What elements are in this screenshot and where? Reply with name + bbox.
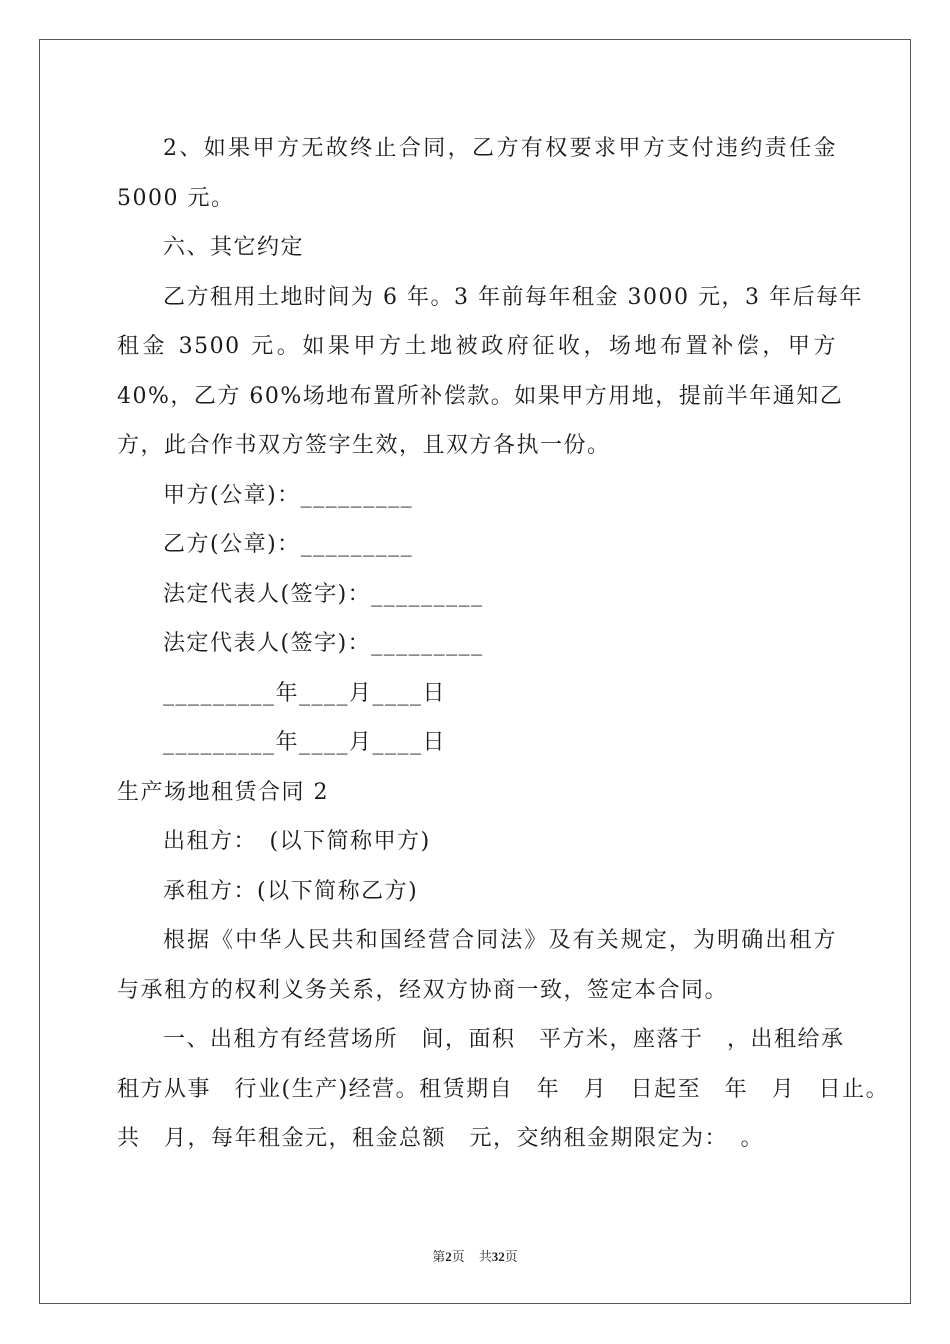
- section-heading: 六、其它约定: [163, 235, 305, 260]
- page-footer: [0, 1246, 950, 1265]
- paragraph-line: 租方从事 行业(生产)经营。租赁期自 年 月 日起至 年 月 日止。: [117, 1076, 890, 1102]
- paragraph-line: 方，此合作书双方签字生效，且双方各执一份。: [117, 433, 611, 458]
- signature-line-representative: 法定代表人(签字)：_________: [163, 631, 484, 656]
- date-line: _________年____月____日: [163, 680, 447, 706]
- total-unit: 页: [504, 1249, 518, 1264]
- page-number: 2: [445, 1249, 452, 1264]
- paragraph-line: 租金 3500 元。如果甲方土地被政府征收，场地布置补偿，甲方: [117, 334, 837, 359]
- paragraph-line: 5000 元。: [117, 185, 235, 211]
- lessor-line: 出租方： (以下简称甲方): [163, 829, 431, 854]
- date-line: _________年____月____日: [163, 730, 447, 755]
- paragraph-line: 根据《中华人民共和国经营合同法》及有关规定，为明确出租方: [163, 928, 837, 953]
- contract-title: 生产场地租赁合同 2: [117, 779, 329, 805]
- paragraph-line: 40%，乙方 60%场地布置所补偿款。如果甲方用地，提前半年通知乙: [117, 383, 844, 409]
- paragraph-line: 一、出租方有经营场所 间，面积 平方米，座落于 ，出租给承: [163, 1027, 845, 1052]
- page-prefix: 第: [432, 1249, 446, 1264]
- paragraph-line: 乙方租用土地时间为 6 年。3 年前每年租金 3000 元，3 年后每年: [163, 284, 863, 310]
- signature-line-party-b: 乙方(公章)：_________: [163, 532, 414, 557]
- total-prefix: 共: [478, 1249, 492, 1264]
- page-unit: 页: [451, 1249, 465, 1264]
- paragraph-line: 与承租方的权利义务关系，经双方协商一致，签定本合同。: [117, 977, 729, 1003]
- total-pages: 32: [491, 1249, 505, 1264]
- document-body: [117, 124, 890, 1164]
- paragraph-line: 共 月，每年租金元，租金总额 元，交纳租金期限定为： 。: [117, 1126, 765, 1151]
- lessee-line: 承租方：(以下简称乙方): [163, 878, 419, 904]
- paragraph-line: 2、如果甲方无故终止合同，乙方有权要求甲方支付违约责任金: [163, 136, 837, 161]
- signature-line-representative: 法定代表人(签字)：_________: [163, 581, 484, 607]
- signature-line-party-a: 甲方(公章)：_________: [163, 482, 414, 508]
